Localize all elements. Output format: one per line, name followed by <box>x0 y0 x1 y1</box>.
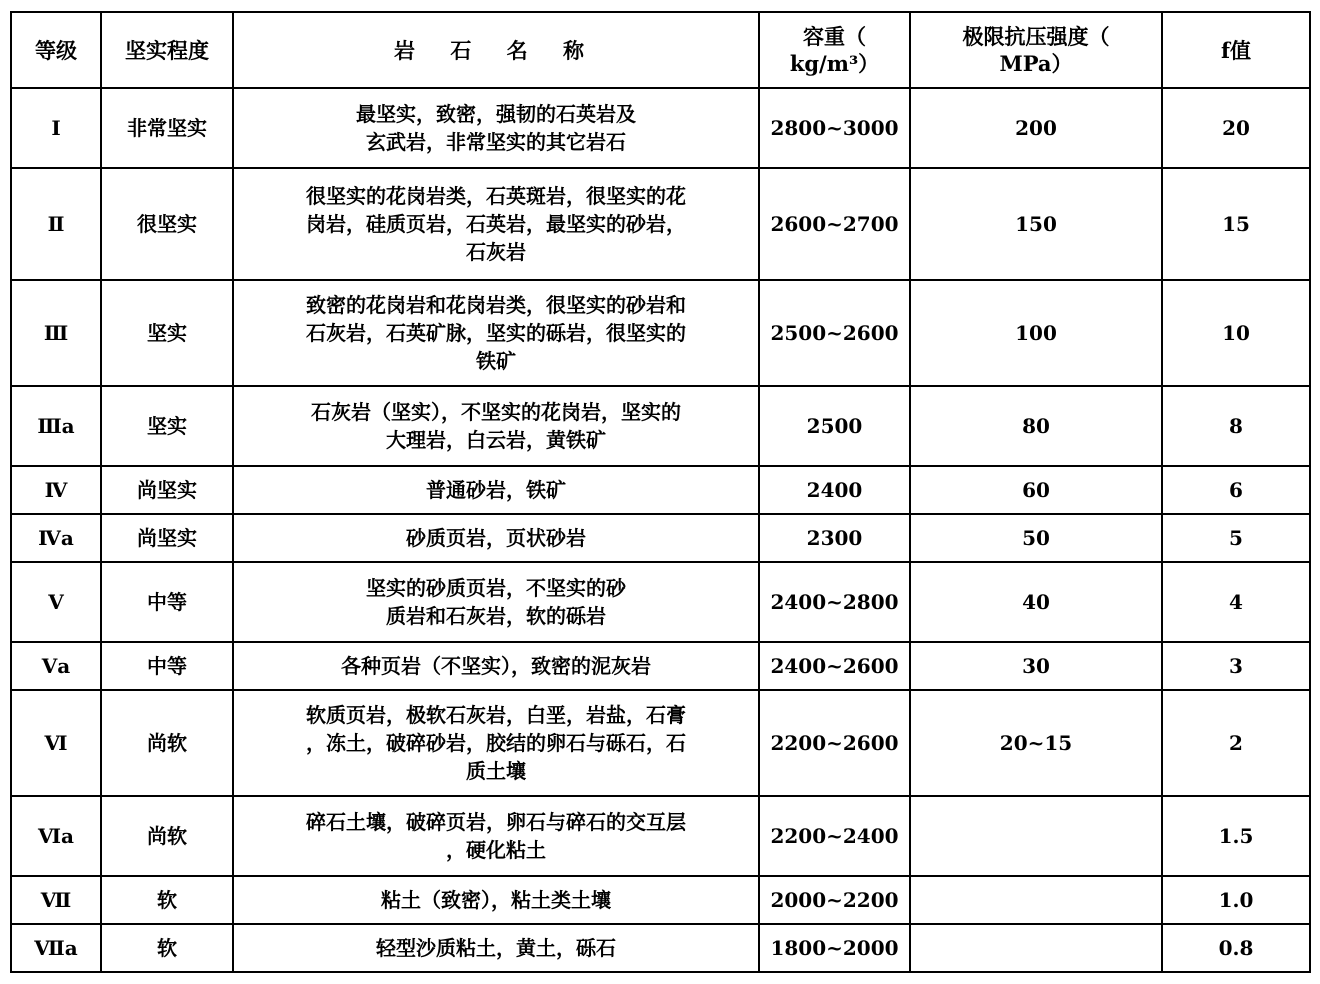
rock-classification-table <box>10 11 1311 973</box>
table-row <box>11 876 1310 924</box>
table-row <box>11 168 1310 280</box>
table-row <box>11 562 1310 642</box>
firmness-cell: 尚坚实 <box>101 466 233 514</box>
f-value-cell: 20 <box>1162 88 1310 168</box>
unit-weight-cell: 2600~2700 <box>759 168 910 280</box>
table-row <box>11 642 1310 690</box>
table-row <box>11 280 1310 386</box>
firmness-cell: 中等 <box>101 562 233 642</box>
grade-cell: Ⅵa <box>11 796 101 876</box>
header-row <box>11 12 1310 88</box>
unit-weight-cell: 2800~3000 <box>759 88 910 168</box>
grade-cell: Ⅵ <box>11 690 101 796</box>
strength-cell: 30 <box>910 642 1162 690</box>
unit-weight-cell: 2400~2800 <box>759 562 910 642</box>
header-firmness: 坚实程度 <box>101 12 233 88</box>
unit-weight-cell: 2200~2400 <box>759 796 910 876</box>
rock-name-cell: 砂质页岩，页状砂岩 <box>233 514 759 562</box>
f-value-cell: 0.8 <box>1162 924 1310 972</box>
grade-cell: Ⅶa <box>11 924 101 972</box>
rock-name-cell: 致密的花岗岩和花岗岩类，很坚实的砂岩和 石灰岩，石英矿脉，坚实的砾岩，很坚实的 铁矿 <box>233 280 759 386</box>
firmness-cell: 软 <box>101 876 233 924</box>
f-value-cell: 15 <box>1162 168 1310 280</box>
unit-weight-cell: 2200~2600 <box>759 690 910 796</box>
firmness-cell: 非常坚实 <box>101 88 233 168</box>
grade-cell: Ⅴa <box>11 642 101 690</box>
firmness-cell: 中等 <box>101 642 233 690</box>
f-value-cell: 10 <box>1162 280 1310 386</box>
grade-cell: Ⅶ <box>11 876 101 924</box>
rock-name-cell: 各种页岩（不坚实），致密的泥灰岩 <box>233 642 759 690</box>
table-row <box>11 514 1310 562</box>
unit-weight-cell: 2500~2600 <box>759 280 910 386</box>
grade-cell: Ⅳ <box>11 466 101 514</box>
strength-cell: 40 <box>910 562 1162 642</box>
strength-cell: 80 <box>910 386 1162 466</box>
rock-name-cell: 普通砂岩，铁矿 <box>233 466 759 514</box>
firmness-cell: 尚坚实 <box>101 514 233 562</box>
grade-cell: Ⅲa <box>11 386 101 466</box>
strength-cell <box>910 876 1162 924</box>
unit-weight-cell: 2400 <box>759 466 910 514</box>
strength-cell: 60 <box>910 466 1162 514</box>
f-value-cell: 4 <box>1162 562 1310 642</box>
header-strength: 极限抗压强度（ MPa） <box>910 12 1162 88</box>
rock-name-cell: 碎石土壤，破碎页岩，卵石与碎石的交互层 ，硬化粘土 <box>233 796 759 876</box>
strength-cell <box>910 924 1162 972</box>
firmness-cell: 尚软 <box>101 796 233 876</box>
unit-weight-cell: 2400~2600 <box>759 642 910 690</box>
firmness-cell: 坚实 <box>101 280 233 386</box>
f-value-cell: 1.0 <box>1162 876 1310 924</box>
rock-name-cell: 坚实的砂质页岩，不坚实的砂 质岩和石灰岩，软的砾岩 <box>233 562 759 642</box>
firmness-cell: 尚软 <box>101 690 233 796</box>
table-row <box>11 466 1310 514</box>
unit-weight-cell: 2500 <box>759 386 910 466</box>
grade-cell: Ⅰ <box>11 88 101 168</box>
rock-name-cell: 粘土（致密），粘土类土壤 <box>233 876 759 924</box>
grade-cell: Ⅴ <box>11 562 101 642</box>
rock-name-cell: 很坚实的花岗岩类，石英斑岩，很坚实的花 岗岩，硅质页岩，石英岩，最坚实的砂岩， 石灰岩 <box>233 168 759 280</box>
strength-cell: 150 <box>910 168 1162 280</box>
f-value-cell: 3 <box>1162 642 1310 690</box>
strength-cell <box>910 796 1162 876</box>
grade-cell: Ⅲ <box>11 280 101 386</box>
unit-weight-cell: 2000~2200 <box>759 876 910 924</box>
table-row <box>11 88 1310 168</box>
firmness-cell: 很坚实 <box>101 168 233 280</box>
header-grade: 等级 <box>11 12 101 88</box>
table-row <box>11 386 1310 466</box>
header-unit-weight: 容重（ kg/m³） <box>759 12 910 88</box>
grade-cell: Ⅱ <box>11 168 101 280</box>
unit-weight-cell: 2300 <box>759 514 910 562</box>
table-row <box>11 796 1310 876</box>
unit-weight-cell: 1800~2000 <box>759 924 910 972</box>
rock-name-cell: 软质页岩，极软石灰岩，白垩，岩盐，石膏 ，冻土，破碎砂岩，胶结的卵石与砾石，石 质土壤 <box>233 690 759 796</box>
grade-cell: Ⅳa <box>11 514 101 562</box>
f-value-cell: 8 <box>1162 386 1310 466</box>
header-f-value: f值 <box>1162 12 1310 88</box>
rock-name-cell: 轻型沙质粘土，黄土，砾石 <box>233 924 759 972</box>
strength-cell: 50 <box>910 514 1162 562</box>
header-rock-name: 岩 石 名 称 <box>233 12 759 88</box>
strength-cell: 100 <box>910 280 1162 386</box>
table-row <box>11 690 1310 796</box>
rock-name-cell: 最坚实，致密，强韧的石英岩及 玄武岩，非常坚实的其它岩石 <box>233 88 759 168</box>
firmness-cell: 坚实 <box>101 386 233 466</box>
firmness-cell: 软 <box>101 924 233 972</box>
f-value-cell: 2 <box>1162 690 1310 796</box>
f-value-cell: 6 <box>1162 466 1310 514</box>
table-row <box>11 924 1310 972</box>
strength-cell: 200 <box>910 88 1162 168</box>
rock-name-cell: 石灰岩（坚实），不坚实的花岗岩，坚实的 大理岩，白云岩，黄铁矿 <box>233 386 759 466</box>
f-value-cell: 1.5 <box>1162 796 1310 876</box>
strength-cell: 20~15 <box>910 690 1162 796</box>
f-value-cell: 5 <box>1162 514 1310 562</box>
